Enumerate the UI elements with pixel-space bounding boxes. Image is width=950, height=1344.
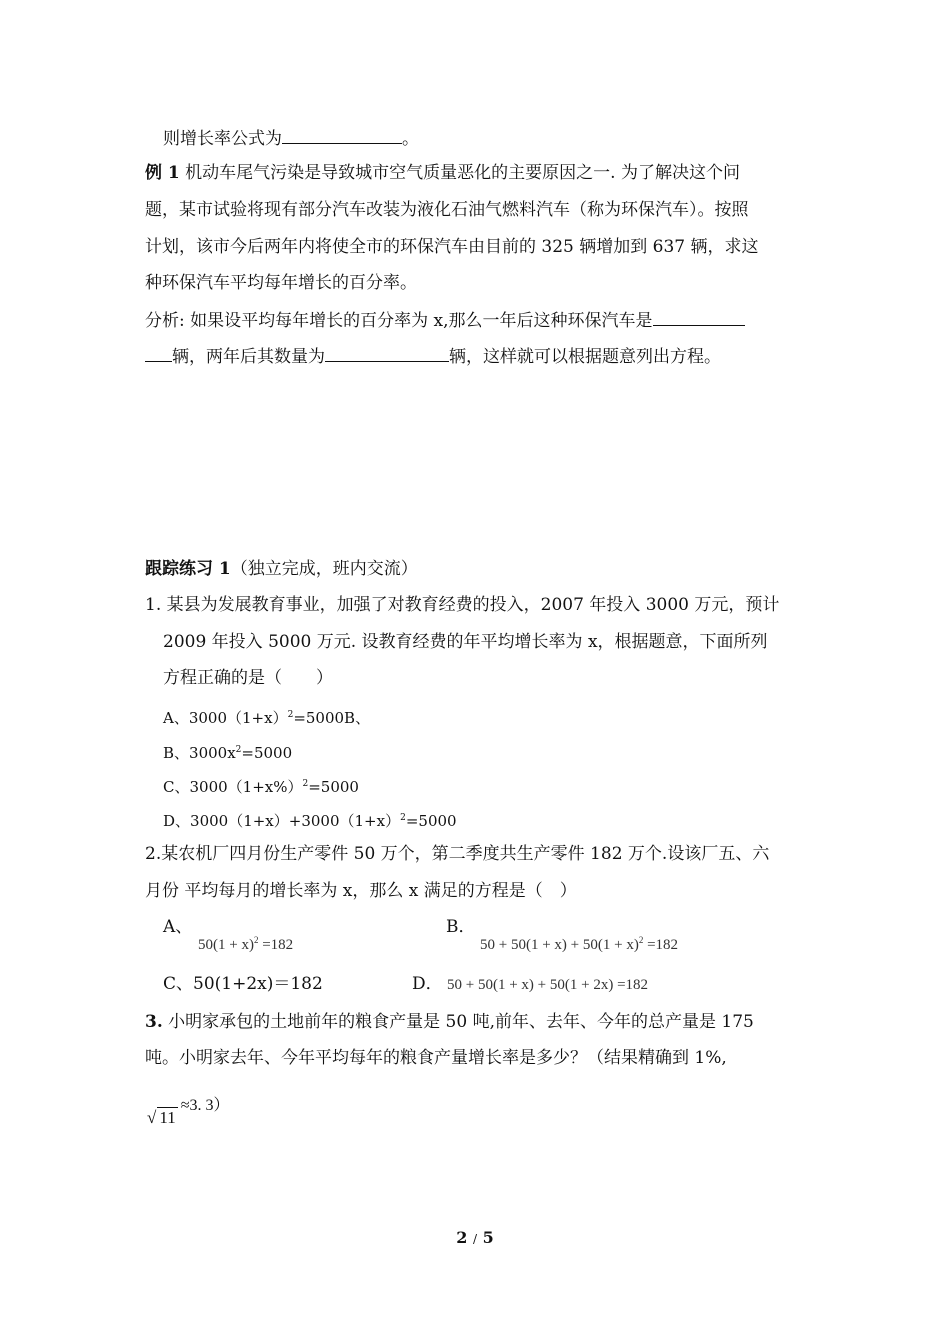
q3-line-2: 吨。小明家去年、今年平均每年的粮食产量增长率是多少？（结果精确到 1%, <box>145 1048 727 1068</box>
q2-option-d-label: D． <box>412 974 443 994</box>
answer-blank[interactable] <box>145 345 172 362</box>
practice-heading: 跟踪练习 1（独立完成，班内交流） <box>145 559 418 579</box>
q2-line-2: 月份 平均每月的增长率为 x，那么 x 满足的方程是（ ） <box>145 881 577 901</box>
q2-option-b-label: B． <box>446 917 476 937</box>
sqrt-sign: √ <box>147 1108 157 1127</box>
q2-option-d: 50 + 50(1 + x) + 50(1 + 2x) =182 <box>447 977 649 993</box>
q3-line-1: 3. 小明家承包的土地前年的粮食产量是 50 吨,前年、去年、今年的总产量是 175 <box>145 1012 754 1032</box>
analysis-line-1: 分析: 如果设平均每年增长的百分率为 x,那么一年后这种环保汽车是 <box>145 309 745 332</box>
growth-formula-line: 则增长率公式为 。 <box>163 129 419 149</box>
sqrt-radicand: 11 <box>159 1108 176 1127</box>
q1-line-3: 方程正确的是（ ） <box>163 668 333 688</box>
example-line-2: 题，某市试验将现有部分汽车改装为液化石油气燃料汽车（称为环保汽车）。按照 <box>145 200 749 220</box>
answer-blank[interactable] <box>653 309 745 326</box>
q2-option-c: C、50(1+2x)＝182 <box>163 974 323 994</box>
example-line-1: 例 1 机动车尾气污染是导致城市空气质量恶化的主要原因之一. 为了解决这个问 <box>145 163 740 183</box>
q2-line-1: 2.某农机厂四月份生产零件 50 万个，第二季度共生产零件 182 万个.设该厂五、六 <box>145 844 770 864</box>
example-line-3: 计划，该市今后两年内将使全市的环保汽车由目前的 325 辆增加到 637 辆，求这 <box>145 237 759 257</box>
q1-option-b: B、$3000x^2=5000$ <box>163 744 293 762</box>
q2-option-b: $50 + 50(1 + x) + 50(1 + x)^2 =182$ <box>480 935 679 953</box>
example-line-4: 种环保汽车平均每年增长的百分率。 <box>145 273 417 293</box>
example-label: 例 1 <box>145 163 180 183</box>
q1-line-2: 2009 年投入 5000 万元. 设教育经费的年平均增长率为 x，根据题意，下面所列 <box>163 632 768 652</box>
answer-blank[interactable] <box>325 345 449 362</box>
q2-option-a: $50(1 + x)^2 =182$ <box>198 935 294 953</box>
q1-line-1: 1. 某县为发展教育事业，加强了对教育经费的投入，2007 年投入 3000 万元，预计 <box>145 595 780 615</box>
q1-option-c: C、$3000(1+x\%)^2=5000$ <box>163 778 359 796</box>
q1-option-a: A、$3000(1+x)^2=5000B$、 <box>163 709 371 727</box>
analysis-line-2: 辆，两年后其数量为 辆，这样就可以根据题意列出方程。 <box>145 345 721 368</box>
answer-blank[interactable] <box>282 127 402 144</box>
sqrt-expression <box>147 1097 230 1128</box>
approx-value: ≈3. 3） <box>180 1097 230 1114</box>
q2-option-a-label: A、 <box>163 917 193 937</box>
page-number: 2 / 5 <box>456 1228 494 1247</box>
q1-option-d: D、$3000(1+x)+3000(1+x)^2=5000$ <box>163 812 457 830</box>
